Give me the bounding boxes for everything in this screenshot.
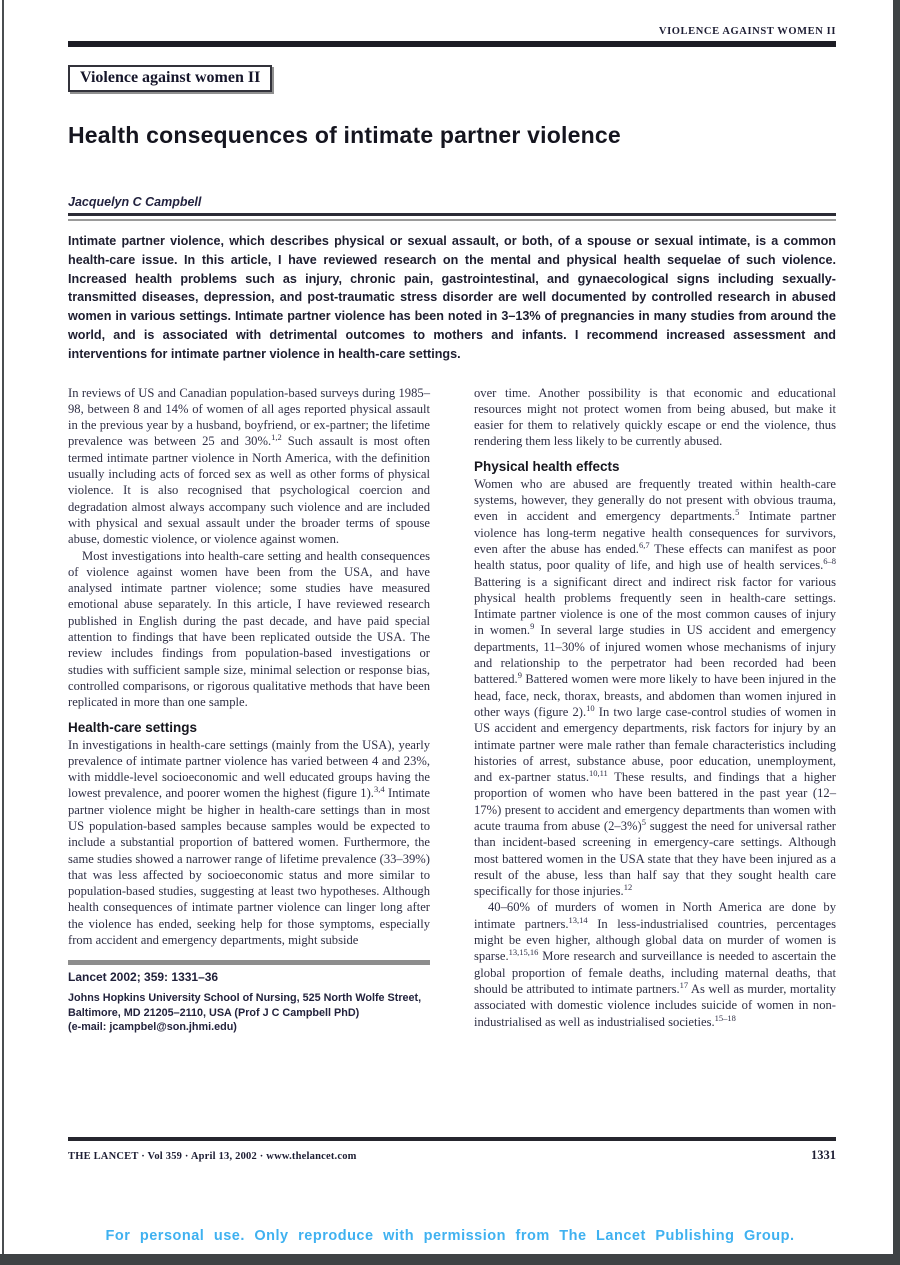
paragraph: Most investigations into health-care setting and health consequences of violence against women have been from the USA, and have analysed intimate partner violence; some studies have measured emotional abuse separately. In this article, I have reviewed research published in English during the past decade, and have paid special attention to findings that have been replicated outside the USA. The review includes findings from population-based investigations or studies with sufficient sample size, minimal selection or response bias, controlled comparisons, or rigorous qualitative methods that have been replicated in more than one sample. [68, 548, 430, 710]
personal-use-notice: For personal use. Only reproduce with permission from The Lancet Publishing Group. [105, 1228, 795, 1244]
section-heading-health-care-settings: Health-care settings [68, 719, 198, 735]
journal-volume-line: THE LANCET · Vol 359 · April 13, 2002 · www.thelancet.com [68, 1151, 357, 1162]
abstract: Intimate partner violence, which describes physical or sexual assault, or both, of a spouse or sexual intimate, is a common health-care issue. In this article, I have reviewed research on the mental and physical health sequelae of such violence. Increased health problems such as injury, chronic pain, gastrointestinal, and gynaecological signs including sexually-transmitted diseases, depression, and post-traumatic stress disorder are well documented by controlled research in abused women in various settings. Intimate partner violence has been noted in 3–13% of pregnancies in many studies from around the world, and is associated with detrimental outcomes to mothers and infants. I recommend increased assessment and interventions for intimate partner violence in health-care settings. [68, 234, 836, 361]
footer-line [68, 1148, 836, 1163]
right-column [474, 385, 836, 1035]
article-page [68, 0, 836, 1035]
series-label: Violence against women II [80, 69, 261, 86]
paragraph: 40–60% of murders of women in North America are done by intimate partners.$^{13,14}$ In less-industrialised countries, percentages might be even higher, although global data on murder of women is sparse.$^{13,15,16}$ More research and surveillance is needed to ascertain the global proportion of female deaths, including maternal deaths, that should be attributed to intimate partners.$^{17}$ As well as murder, mortality associated with domestic violence includes suicide of women in non-industrialised as well as industrialised societies.$^{15-18}$ [474, 900, 836, 1029]
page-footer [68, 1137, 836, 1163]
article-title: Health consequences of intimate partner violence [68, 122, 621, 148]
lancet-citation: Lancet 2002; 359: 1331–36 [68, 970, 219, 985]
running-head: VIOLENCE AGAINST WOMEN II [658, 26, 836, 37]
page-edge-left [2, 0, 4, 1265]
left-column [68, 385, 430, 1035]
paragraph: In investigations in health-care settings (mainly from the USA), yearly prevalence of intimate partner violence has varied between 4 and 23%, with middle-level socioeconomic and well educated groups having the lowest prevalence, and poorer women the highest (figure 1).$^{3,4}$ Intimate partner violence might be higher in health-care settings than in most US population-based samples because samples would be expected to include a substantial proportion of battered women. Furthermore, the same studies showed a narrower range of lifetime prevalence (33–39%) that was less affected by socioeconomic status and more similar to population-based studies, suggesting at least two hypotheses. Although health consequences of intimate partner violence can linger long after the violence has ended, seeking help for those symptoms, especially from accident and emergency departments, might subside [68, 737, 430, 948]
section-heading-physical-health-effects: Physical health effects [474, 458, 620, 474]
series-label-box [68, 65, 272, 92]
two-column-body [68, 385, 836, 1035]
author-email: (e-mail: jcampbel@son.jhmi.edu) [68, 1021, 237, 1034]
page-number: 1331 [811, 1148, 836, 1162]
page-edge-right [893, 0, 900, 1265]
paragraph: In reviews of US and Canadian population-based surveys during 1985–98, between 8 and 14% of women of all ages reported physical assault in the previous year by a husband, boyfriend, or ex-partner; the lifetime prevalence was between 25 and 30%.$^{1,2}$ Such assault is most often termed intimate partner violence in North America, with the definition usually including acts of forced sex as well as other forms of physical violence. It is also recognised that psychological coercion and degradation almost always accompany such violence and are included with physical and sexual assault under the broader terms of spouse abuse, domestic violence, or violence against women. [68, 385, 430, 547]
author-affiliation: Johns Hopkins University School of Nursing, 525 North Wolfe Street, Baltimore, MD 21205–2110, USA (Prof J C Campbell PhD) [68, 992, 422, 1019]
paragraph: over time. Another possibility is that economic and educational resources might not protect women from being abused, but make it easier for them to relatively quickly escape or end the violence, thus rendering them less likely to be currently abused. [474, 385, 836, 449]
paragraph: Women who are abused are frequently treated within health-care systems, however, they generally do not present with obvious trauma, even in accident and emergency departments.$^5$ Intimate partner violence has long-term negative health consequences for survivors, even after the abuse has ended.$^{6,7}$ These effects can manifest as poor health status, poor quality of life, and high use of health services.$^{6-8}$ Battering is a significant direct and indirect risk factor for various physical health problems frequently seen in health-care settings. Intimate partner violence is one of the most common causes of injury in women.$^9$ In several large studies in US accident and emergency departments, 11–30% of injured women whose mechanisms of injury and relationship to the perpetrator had been recorded had been battered.$^9$ Battered women were more likely to have been injured in the head, face, neck, thorax, breasts, and abdomen than women injured in other ways (figure 2).$^{10}$ In two large case-control studies of women in US accident and emergency departments, risk factors for injury by an intimate partner were male rather than female characteristics including histories of arrest, substance abuse, poor education, unemployment, and ex-partner status.$^{10,11}$ These results, and findings that a higher proportion of women who have been battered in the past year (12–17%) present to accident and emergency departments than women with acute trauma from abuse $(2-3\%)^5$ suggest the need for universal rather than incident-based screening in emergency-care settings. Although most battered women in the USA state that they have been injured as a result of the abuse, less than half say that they sought health care specifically for those injuries.$^{12}$ [474, 476, 837, 899]
citation-rule [68, 960, 430, 965]
author-rule [68, 213, 836, 221]
page-edge-bottom [0, 1254, 900, 1265]
footer-rule [68, 1137, 836, 1141]
author-byline: Jacquelyn C Campbell [68, 195, 202, 209]
header-rule [68, 41, 836, 47]
